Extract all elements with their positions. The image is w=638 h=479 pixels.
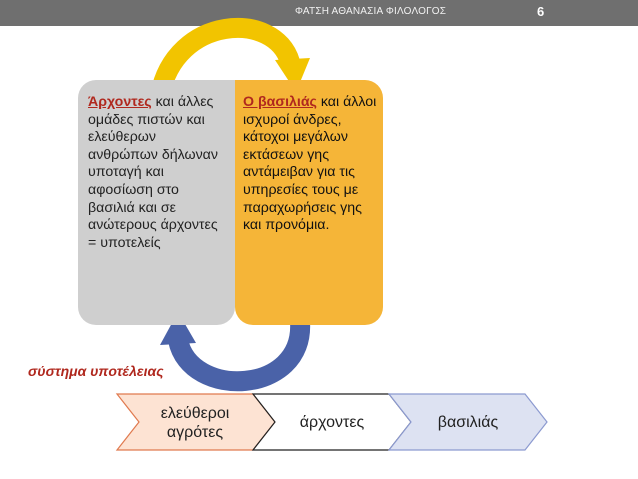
chevron-label-king: βασιλιάς bbox=[437, 414, 499, 431]
lords-highlight: Ο βασιλιάς bbox=[243, 94, 317, 110]
page-number: 6 bbox=[537, 4, 545, 19]
lords-body: και άλλοι ισχυροί άνδρες, κάτοχοι μεγάλων εκτάσεων γης αντάμειβαν για τις υπηρεσίες τους με παραχωρήσεις γης και προνόμια. bbox=[243, 94, 377, 234]
author-name: ΦΑΤΣΗ ΑΘΑΝΑΣΙΑ ΦΙΛΟΛΟΓΟΣ bbox=[295, 6, 447, 17]
vassals-highlight: Άρχοντες bbox=[88, 94, 152, 110]
system-caption: σύστημα υποτέλειας bbox=[28, 363, 164, 379]
chevron-label-lords: άρχοντες bbox=[299, 414, 365, 431]
vassals-body: και άλλες ομάδες πιστών και ελεύθερων ανθρώπων δήλωναν υποταγή και αφοσίωση στο βασιλιά και σε ανώτερους άρχοντες = υποτελείς bbox=[88, 94, 218, 251]
chevron-label-free-farmers: ελεύθεροι αγρότες bbox=[160, 405, 230, 441]
